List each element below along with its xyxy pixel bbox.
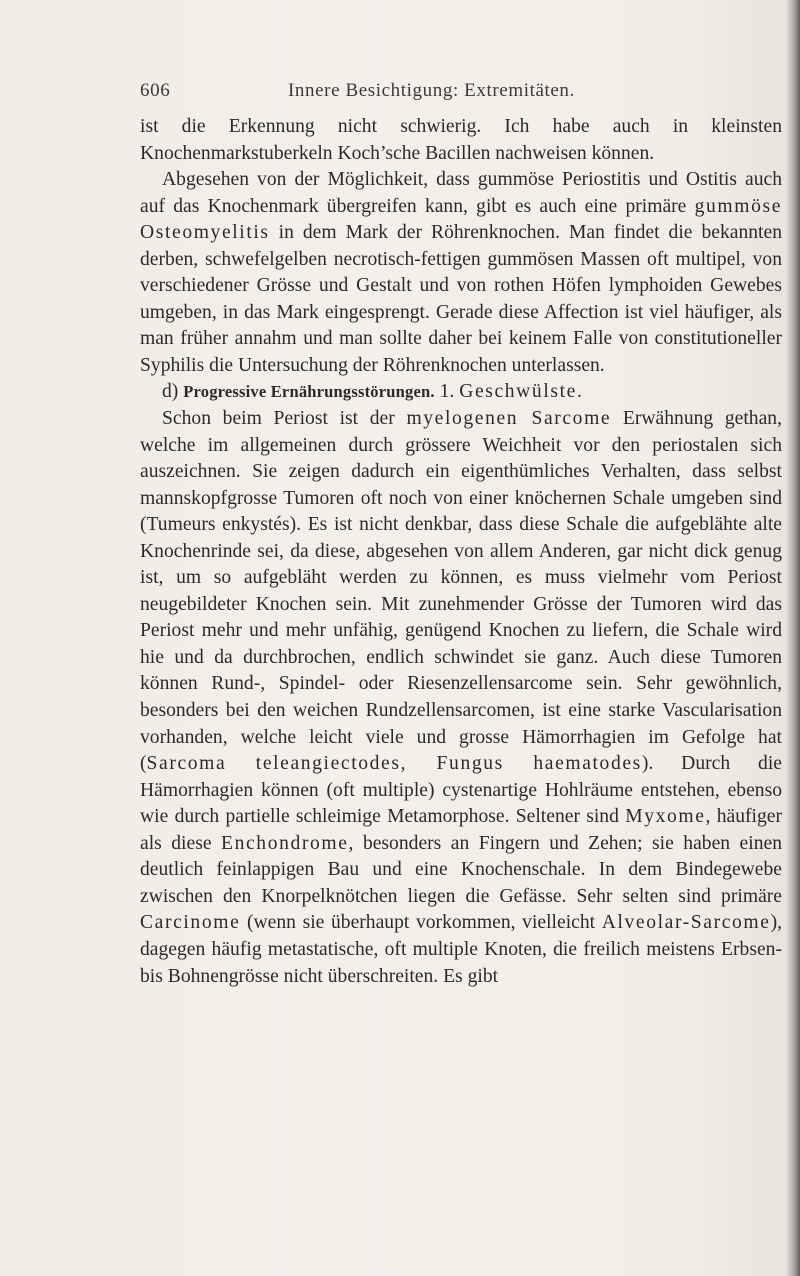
paragraph-1 — [140, 114, 782, 167]
paragraph-2-text-a: Abgesehen von der Möglichkeit, dass gummöse Periostitis und Ostitis auch auf das Knochenmark übergreifen kann, gibt es auch eine primäre — [140, 169, 782, 217]
running-title: Innere Besichtigung: Extremitäten. — [288, 80, 575, 101]
page-binding-shadow — [786, 0, 800, 1276]
section-title: Progressive Ernährungsstörungen. — [183, 382, 435, 402]
paragraph-2 — [140, 167, 782, 379]
body-text — [140, 114, 782, 990]
paragraph-4-text-c: ). Durch die Hämorrhagien können (oft multiple) cystenartige Hohlräume entstehen, ebenso wie durch partielle schleimige Metamorphose. Seltener sind — [140, 753, 782, 828]
subsection-number: 1. — [434, 381, 460, 403]
paragraph-4-text-e: , besonders an Fingern und Zehen; sie haben einen deutlich feinlappigen Bau und eine Knochenschale. In dem Bindegewebe zwischen den Knorpelknötchen liegen die Gefässe. Sehr selten sind primäre — [140, 832, 782, 907]
paragraph-4-text-g: ), dagegen häufig metastatische, oft multiple Knoten, die freilich meistens Erbsen- bis Bohnengrösse nicht überschreiten. Es gibt — [140, 912, 782, 987]
paragraph-4-text-b: Erwähnung gethan, welche im allgemeinen durch grössere Weichheit vor den periostalen sich auszeichnen. Sie zeigen dadurch ein eigenthümliches Verhalten, dass selbst mannskopfgrosse Tumoren oft noch von einer knöchernen Schale umgeben sind (Tumeurs enkystés). Es ist nicht denkbar, dass diese Schale die aufgeblähte alte Knochenrinde sei, da diese, abgesehen von allem Anderen, gar nicht dick genug ist, um so aufgebläht werden zu können, es muss vielmehr vom Periost neugebildeter Knochen sein. Mit zunehmender Grösse der Tumoren wird das Periost mehr und mehr unfähig, genügend Knochen zu liefern, die Schale wird hie und da durchbrochen, endlich schwindet sie ganz. Auch diese Tumoren können Rund-, Spindel- oder Riesenzellensarcome sein. Sehr gewöhnlich, besonders bei den weichen Rundzellensarcomen, ist eine starke Vascularisation vorhanden, welche leicht viele und grosse Hämorrhagien im Gefolge hat ( — [140, 408, 782, 775]
paragraph-4 — [140, 406, 782, 990]
term-myelogene-sarcome: myelogenen Sarcome — [406, 408, 612, 430]
term-myxome: Myxome — [625, 806, 706, 828]
term-alveolar-sarcome: Alveolar-Sarcome — [601, 912, 771, 934]
page-number: 606 — [140, 80, 171, 101]
section-label: d) — [162, 381, 184, 403]
term-sarcoma-teleangiectodes: Sarcoma teleangiectodes, Fungus haematodes — [146, 753, 642, 775]
paragraph-2-text-b: in dem Mark der Röhrenknochen. Man findet die bekannten derben, schwefelgelben necrotisch-fettigen gummösen Massen oft multipel, von verschiedener Grösse und Gestalt und von rothen Höfen lymphoiden Gewebes umgeben, in das Mark eingesprengt. Gerade diese Affection ist viel häufiger, als man früher annahm und man sollte daher bei keinem Falle von constitutioneller Syphilis die Untersuchung der Röhrenknochen unterlassen. — [140, 222, 782, 376]
section-heading — [140, 379, 782, 406]
paragraph-4-text-d: , häufiger als diese — [140, 806, 782, 854]
term-carcinome: Carcinome — [140, 912, 241, 934]
paragraph-4-text-a: Schon beim Periost ist der — [162, 408, 407, 430]
subsection-title: Geschwülste. — [459, 381, 584, 403]
paragraph-4-text-f: (wenn sie überhaupt vorkommen, vielleicht — [240, 912, 602, 934]
page-header — [140, 80, 740, 110]
term-gummoese-osteomyelitis: gummöse Osteomyelitis — [140, 195, 782, 244]
term-enchondrome: Enchondrome — [221, 832, 349, 854]
paragraph-1-text: ist die Erkennung nicht schwierig. Ich habe auch in kleinsten Knochenmarkstuberkeln Koch’sche Bacillen nachweisen können. — [140, 116, 782, 164]
